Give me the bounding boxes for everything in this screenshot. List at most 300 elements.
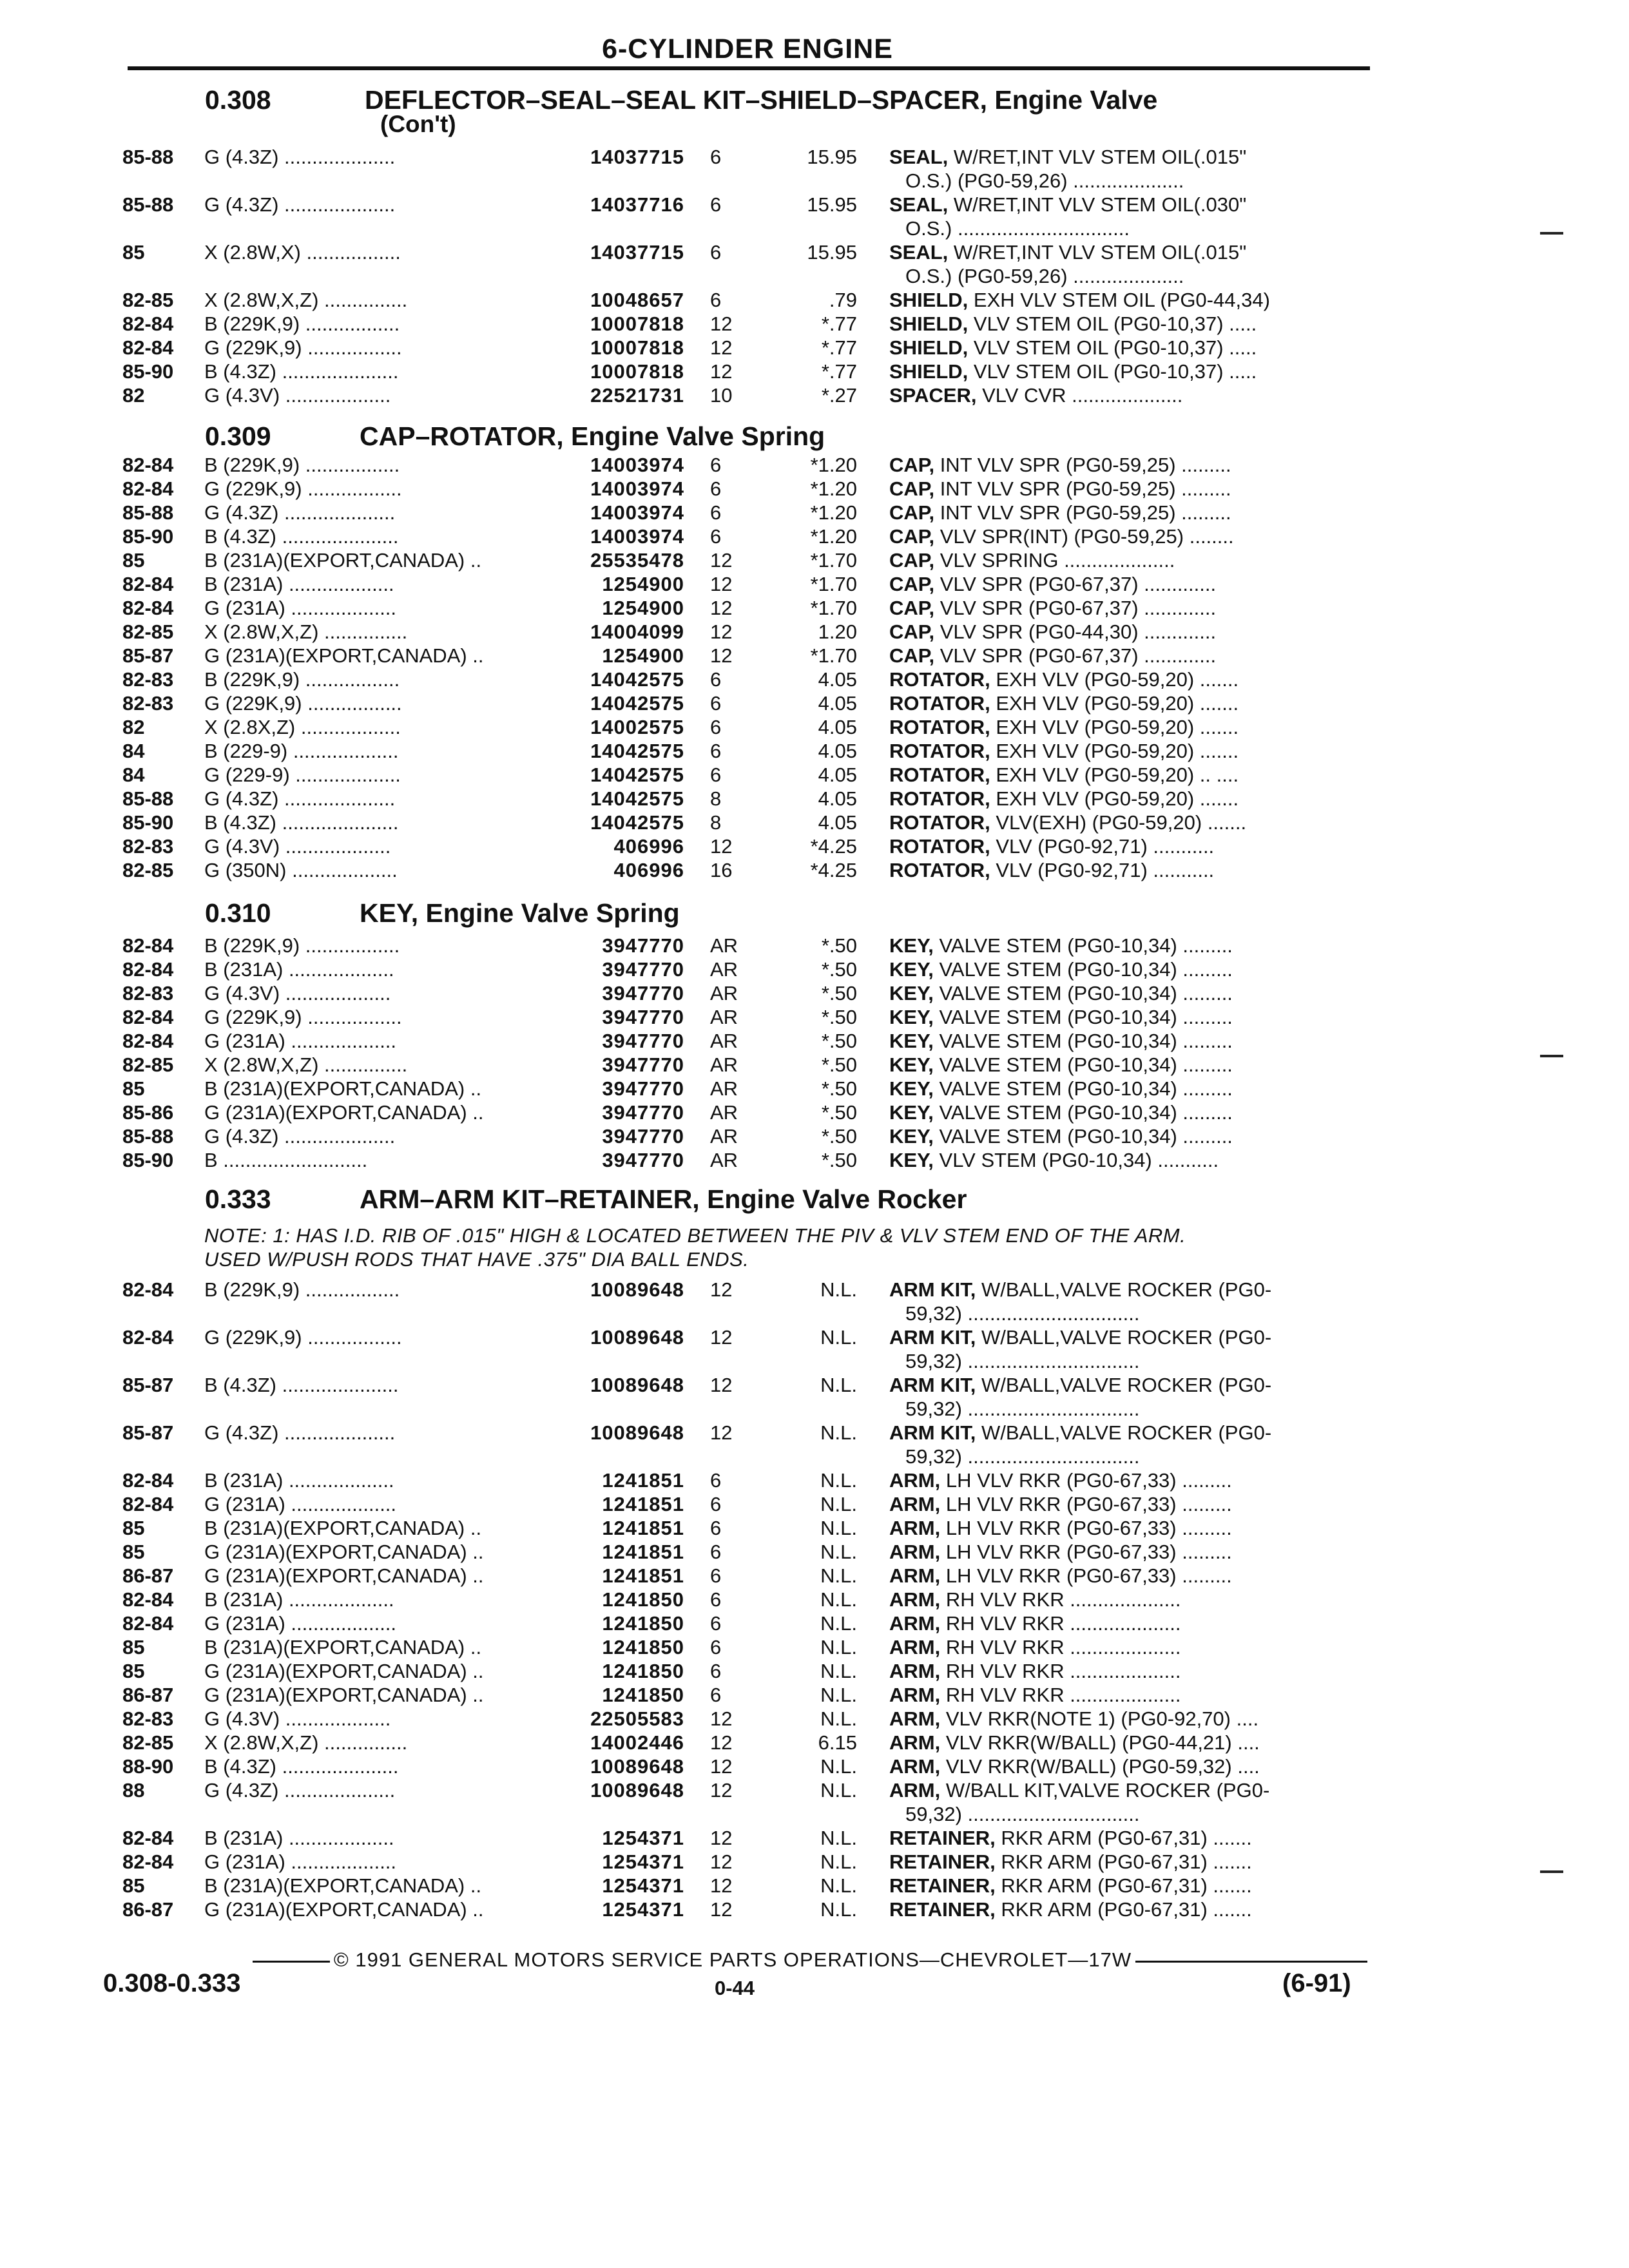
model-years: 85 — [122, 1636, 145, 1658]
description — [889, 384, 1182, 407]
application: G (4.3Z) .................... — [204, 1125, 396, 1148]
footer-date: (6-91) — [1282, 1969, 1351, 1997]
description-noun: ARM, — [889, 1564, 941, 1587]
application: B (231A) ................... — [204, 1469, 394, 1492]
part-number: 1241850 — [602, 1636, 684, 1658]
model-years: 82-83 — [122, 982, 174, 1004]
table-row — [0, 1278, 1629, 1302]
application: B (4.3Z) ..................... — [204, 525, 399, 548]
description-detail: W/BALL,VALVE ROCKER (PG0- — [976, 1278, 1272, 1301]
model-years: 82-83 — [122, 835, 174, 858]
quantity: AR — [710, 934, 738, 957]
application: G (4.3Z) .................... — [204, 146, 396, 168]
part-number: 1241850 — [602, 1588, 684, 1611]
part-number: 1241851 — [602, 1469, 684, 1492]
application: G (4.3V) ................... — [204, 384, 391, 407]
description-noun: ROTATOR, — [889, 740, 990, 762]
table-row — [0, 146, 1629, 169]
description-detail: INT VLV SPR (PG0-59,25) ......... — [934, 477, 1231, 500]
quantity: 12 — [710, 1827, 733, 1849]
description — [889, 1898, 1252, 1921]
description-noun: ARM KIT, — [889, 1278, 976, 1301]
description — [889, 620, 1216, 644]
description-noun: KEY, — [889, 1006, 934, 1028]
application: B (231A)(EXPORT,CANADA) .. — [204, 1517, 482, 1539]
application: G (4.3Z) .................... — [204, 193, 396, 216]
model-years: 82-84 — [122, 958, 174, 981]
model-years: 82-84 — [122, 454, 174, 476]
description-detail: VALVE STEM (PG0-10,34) ......... — [933, 982, 1233, 1004]
model-years: 82-85 — [122, 1053, 174, 1076]
price: 4.05 — [818, 692, 857, 715]
description — [889, 573, 1216, 596]
description-detail: EXH VLV (PG0-59,20) ....... — [990, 716, 1239, 738]
price: *.77 — [821, 312, 857, 335]
description-noun: KEY, — [889, 1101, 934, 1124]
price: *.50 — [821, 1006, 857, 1028]
description — [889, 1612, 1181, 1635]
model-years: 82-84 — [122, 312, 174, 335]
quantity: 12 — [710, 1278, 733, 1301]
price: *.77 — [821, 360, 857, 383]
model-years: 85-87 — [122, 644, 174, 667]
part-number: 1241850 — [602, 1612, 684, 1635]
model-years: 86-87 — [122, 1684, 174, 1706]
quantity: 12 — [710, 1421, 733, 1444]
quantity: 12 — [710, 1707, 733, 1730]
table-row — [0, 193, 1629, 217]
description-detail: VALVE STEM (PG0-10,34) ......... — [933, 1030, 1233, 1052]
model-years: 85-88 — [122, 787, 174, 810]
table-row — [0, 573, 1629, 597]
quantity: AR — [710, 1030, 738, 1052]
part-number: 10089648 — [590, 1278, 684, 1301]
price: *4.25 — [810, 835, 857, 858]
model-years: 86-87 — [122, 1564, 174, 1587]
price: *.77 — [821, 336, 857, 359]
quantity: 6 — [710, 740, 722, 762]
model-years: 82-83 — [122, 1707, 174, 1730]
model-years: 85 — [122, 1541, 145, 1563]
application: B (229K,9) ................. — [204, 454, 400, 476]
description — [889, 958, 1233, 981]
description — [889, 1731, 1260, 1754]
quantity: 6 — [710, 1660, 722, 1682]
application: G (231A) ................... — [204, 1850, 397, 1873]
description-detail: VLV STEM OIL (PG0-10,37) ..... — [968, 360, 1257, 383]
description — [889, 1588, 1181, 1611]
price: 15.95 — [807, 241, 857, 264]
quantity: 12 — [710, 1874, 733, 1897]
quantity: 6 — [710, 525, 722, 548]
description — [889, 1636, 1181, 1659]
description — [889, 1517, 1232, 1540]
model-years: 85 — [122, 1517, 145, 1539]
table-row — [0, 1469, 1629, 1493]
description-detail: VLV SPR (PG0-44,30) ............. — [934, 620, 1217, 643]
application: X (2.8W,X,Z) ............... — [204, 289, 408, 311]
description — [889, 1660, 1181, 1683]
description — [889, 360, 1257, 383]
description-detail: W/BALL KIT,VALVE ROCKER (PG0- — [940, 1779, 1270, 1802]
table-row — [0, 1588, 1629, 1612]
table-row — [0, 1660, 1629, 1684]
description-noun: CAP, — [889, 620, 935, 643]
price: *.27 — [821, 384, 857, 407]
model-years: 82-85 — [122, 1731, 174, 1754]
price: *1.20 — [810, 525, 857, 548]
part-number: 14042575 — [590, 764, 684, 786]
table-row — [0, 241, 1629, 265]
description-detail: INT VLV SPR (PG0-59,25) ......... — [934, 454, 1231, 476]
table-row — [0, 1030, 1629, 1053]
description-noun: SHIELD, — [889, 360, 969, 383]
application: B (229K,9) ................. — [204, 312, 400, 335]
model-years: 85-87 — [122, 1421, 174, 1444]
price: *1.70 — [810, 549, 857, 572]
description-detail: INT VLV SPR (PG0-59,25) ......... — [934, 501, 1231, 524]
description-continuation: 59,32) ............................... — [905, 1803, 1140, 1825]
description-detail: VLV RKR(W/BALL) (PG0-59,32) .... — [940, 1755, 1260, 1778]
price: 15.95 — [807, 146, 857, 168]
price: N.L. — [820, 1588, 857, 1611]
part-number: 10007818 — [590, 336, 684, 359]
model-years: 85 — [122, 241, 145, 264]
part-number: 10089648 — [590, 1421, 684, 1444]
table-row — [0, 1077, 1629, 1101]
description-noun: CAP, — [889, 501, 935, 524]
model-years: 82-83 — [122, 692, 174, 715]
quantity: AR — [710, 1077, 738, 1100]
price: N.L. — [820, 1684, 857, 1706]
description-noun: ARM, — [889, 1493, 941, 1515]
quantity: 12 — [710, 336, 733, 359]
part-number: 14003974 — [590, 501, 684, 524]
part-number: 10089648 — [590, 1779, 684, 1802]
description-noun: KEY, — [889, 1125, 934, 1148]
model-years: 82-84 — [122, 1469, 174, 1492]
price: *4.25 — [810, 859, 857, 881]
description — [889, 787, 1239, 811]
description-noun: CAP, — [889, 454, 935, 476]
description — [889, 982, 1233, 1005]
description — [889, 1030, 1233, 1053]
description — [889, 477, 1231, 501]
table-row — [0, 620, 1629, 644]
part-number: 3947770 — [602, 1030, 684, 1052]
application: B (4.3Z) ..................... — [204, 1755, 399, 1778]
part-number: 14042575 — [590, 692, 684, 715]
table-row — [0, 1684, 1629, 1707]
part-number: 3947770 — [602, 1101, 684, 1124]
part-number: 10007818 — [590, 312, 684, 335]
table-row — [0, 1421, 1629, 1445]
description-noun: ROTATOR, — [889, 811, 990, 834]
model-years: 85-88 — [122, 193, 174, 216]
description — [889, 811, 1246, 834]
model-years: 85-90 — [122, 360, 174, 383]
description — [889, 549, 1175, 572]
description-noun: ROTATOR, — [889, 692, 990, 715]
application: G (231A)(EXPORT,CANADA) .. — [204, 1684, 484, 1706]
description-detail: VLV SPR(INT) (PG0-59,25) ........ — [934, 525, 1234, 548]
description — [889, 1469, 1232, 1492]
price: *.50 — [821, 1053, 857, 1076]
table-row — [0, 1149, 1629, 1173]
price: 6.15 — [818, 1731, 857, 1754]
price: N.L. — [820, 1493, 857, 1515]
quantity: 12 — [710, 1755, 733, 1778]
part-number: 14002575 — [590, 716, 684, 738]
description-detail: VALVE STEM (PG0-10,34) ......... — [933, 958, 1233, 981]
model-years: 84 — [122, 764, 145, 786]
price: 15.95 — [807, 193, 857, 216]
model-years: 82-84 — [122, 477, 174, 500]
part-number: 10089648 — [590, 1374, 684, 1396]
description — [889, 241, 1246, 264]
application: B (4.3Z) ..................... — [204, 1374, 399, 1396]
part-number: 1254900 — [602, 573, 684, 595]
application: G (231A)(EXPORT,CANADA) .. — [204, 1898, 484, 1921]
quantity: AR — [710, 982, 738, 1004]
part-number: 1254371 — [602, 1850, 684, 1873]
description — [889, 336, 1257, 360]
description-detail: W/BALL,VALVE ROCKER (PG0- — [976, 1374, 1272, 1396]
quantity: AR — [710, 958, 738, 981]
application: B (231A)(EXPORT,CANADA) .. — [204, 1077, 482, 1100]
description-noun: ARM, — [889, 1469, 941, 1492]
footer-section-range: 0.308-0.333 — [103, 1969, 241, 1997]
price: N.L. — [820, 1707, 857, 1730]
table-row — [0, 835, 1629, 859]
quantity: 12 — [710, 1779, 733, 1802]
model-years: 82 — [122, 716, 145, 738]
description-detail: VLV SPRING .................... — [934, 549, 1175, 572]
price: N.L. — [820, 1278, 857, 1301]
quantity: 10 — [710, 384, 733, 407]
application: G (4.3V) ................... — [204, 1707, 391, 1730]
description-detail: EXH VLV STEM OIL (PG0-44,34) — [968, 289, 1270, 311]
table-row — [0, 1874, 1629, 1898]
table-row — [0, 1898, 1629, 1922]
description — [889, 146, 1246, 169]
footer-copyright: © 1991 GENERAL MOTORS SERVICE PARTS OPERATIONS—CHEVROLET—17W — [333, 1948, 1132, 1971]
price: N.L. — [820, 1660, 857, 1682]
description-noun: ROTATOR, — [889, 859, 990, 881]
description-detail: RH VLV RKR .................... — [940, 1636, 1181, 1658]
quantity: 6 — [710, 241, 722, 264]
description — [889, 1125, 1233, 1148]
description — [889, 1874, 1252, 1898]
price: 4.05 — [818, 811, 857, 834]
table-row — [0, 454, 1629, 477]
description-detail: W/RET,INT VLV STEM OIL(.015" — [948, 146, 1247, 168]
description — [889, 1564, 1232, 1588]
description-detail: LH VLV RKR (PG0-67,33) ......... — [940, 1469, 1232, 1492]
quantity: 8 — [710, 787, 722, 810]
table-row — [0, 787, 1629, 811]
table-row — [0, 1707, 1629, 1731]
description-noun: CAP, — [889, 644, 935, 667]
quantity: 12 — [710, 835, 733, 858]
description-detail: EXH VLV (PG0-59,20) .. .... — [990, 764, 1239, 786]
part-number: 3947770 — [602, 1006, 684, 1028]
part-number: 1241850 — [602, 1660, 684, 1682]
quantity: AR — [710, 1006, 738, 1028]
table-row — [0, 982, 1629, 1006]
quantity: 12 — [710, 360, 733, 383]
model-years: 85-90 — [122, 525, 174, 548]
description-noun: SEAL, — [889, 241, 949, 264]
application: X (2.8W,X,Z) ............... — [204, 1731, 408, 1754]
table-row — [0, 1125, 1629, 1149]
description-continuation: 59,32) ............................... — [905, 1445, 1140, 1468]
description-noun: ROTATOR, — [889, 787, 990, 810]
quantity: 12 — [710, 573, 733, 595]
price: N.L. — [820, 1636, 857, 1658]
description — [889, 1827, 1252, 1850]
description-noun: ARM, — [889, 1612, 941, 1635]
description-detail: EXH VLV (PG0-59,20) ....... — [990, 740, 1239, 762]
description-detail: LH VLV RKR (PG0-67,33) ......... — [940, 1541, 1232, 1563]
section-title: ARM–ARM KIT–RETAINER, Engine Valve Rocker — [360, 1184, 967, 1214]
quantity: 6 — [710, 1564, 722, 1587]
application: B (231A)(EXPORT,CANADA) .. — [204, 1636, 482, 1658]
section-number: 0.308 — [205, 85, 271, 115]
model-years: 85-90 — [122, 811, 174, 834]
table-row — [0, 1493, 1629, 1517]
application: G (4.3Z) .................... — [204, 501, 396, 524]
price: N.L. — [820, 1612, 857, 1635]
margin-mark — [1540, 1870, 1563, 1873]
part-number: 1254900 — [602, 644, 684, 667]
quantity: 6 — [710, 454, 722, 476]
application: X (2.8X,Z) .................. — [204, 716, 401, 738]
table-row — [0, 1755, 1629, 1779]
table-row — [0, 336, 1629, 360]
table-row — [0, 384, 1629, 408]
price: N.L. — [820, 1541, 857, 1563]
price: 4.05 — [818, 764, 857, 786]
description-detail: RH VLV RKR .................... — [940, 1612, 1181, 1635]
price: N.L. — [820, 1874, 857, 1897]
section-number: 0.309 — [205, 421, 271, 451]
quantity: 6 — [710, 1636, 722, 1658]
quantity: 12 — [710, 549, 733, 572]
part-number: 1241851 — [602, 1517, 684, 1539]
description-noun: KEY, — [889, 958, 934, 981]
description-detail: RH VLV RKR .................... — [940, 1588, 1181, 1611]
application: B (231A) ................... — [204, 1588, 394, 1611]
description-detail: VLV SPR (PG0-67,37) ............. — [934, 597, 1217, 619]
price: *1.20 — [810, 477, 857, 500]
table-row — [0, 1850, 1629, 1874]
model-years: 82-84 — [122, 1278, 174, 1301]
application: G (229K,9) ................. — [204, 477, 402, 500]
application: G (229K,9) ................. — [204, 692, 402, 715]
application: G (4.3Z) .................... — [204, 787, 396, 810]
description-noun: KEY, — [889, 1149, 934, 1171]
price: *.50 — [821, 1125, 857, 1148]
model-years: 88 — [122, 1779, 145, 1802]
quantity: 8 — [710, 811, 722, 834]
part-number: 14042575 — [590, 811, 684, 834]
quantity: 6 — [710, 1493, 722, 1515]
application: X (2.8W,X,Z) ............... — [204, 620, 408, 643]
part-number: 14003974 — [590, 525, 684, 548]
price: 1.20 — [818, 620, 857, 643]
description — [889, 1278, 1271, 1302]
price: 4.05 — [818, 668, 857, 691]
table-row — [0, 692, 1629, 716]
price: N.L. — [820, 1850, 857, 1873]
price: *.50 — [821, 1101, 857, 1124]
description-detail: RH VLV RKR .................... — [940, 1684, 1181, 1706]
table-row — [0, 501, 1629, 525]
description-noun: RETAINER, — [889, 1850, 996, 1873]
part-number: 3947770 — [602, 958, 684, 981]
description — [889, 1149, 1219, 1172]
part-number: 14003974 — [590, 454, 684, 476]
application: G (229K,9) ................. — [204, 1006, 402, 1028]
table-row — [0, 1374, 1629, 1398]
price: *.50 — [821, 1030, 857, 1052]
price: *.50 — [821, 1149, 857, 1171]
description — [889, 1684, 1181, 1707]
model-years: 82-84 — [122, 1030, 174, 1052]
table-row — [0, 1612, 1629, 1636]
description — [889, 1421, 1271, 1445]
table-row — [0, 1053, 1629, 1077]
part-number: 14004099 — [590, 620, 684, 643]
quantity: 6 — [710, 477, 722, 500]
description-noun: RETAINER, — [889, 1827, 996, 1849]
description-noun: SEAL, — [889, 193, 949, 216]
model-years: 82-84 — [122, 597, 174, 619]
application: B (229K,9) ................. — [204, 934, 400, 957]
description-noun: KEY, — [889, 982, 934, 1004]
quantity: AR — [710, 1125, 738, 1148]
table-row — [0, 360, 1629, 384]
description-noun: KEY, — [889, 934, 934, 957]
description-detail: RH VLV RKR .................... — [940, 1660, 1181, 1682]
margin-mark — [1540, 1055, 1563, 1057]
application: B (4.3Z) ..................... — [204, 360, 399, 383]
part-number: 406996 — [613, 835, 684, 858]
description-noun: SHIELD, — [889, 289, 969, 311]
description-continuation: O.S.) ............................... — [905, 217, 1130, 240]
table-row — [0, 811, 1629, 835]
table-row-continuation — [0, 217, 1629, 241]
section-number: 0.310 — [205, 898, 271, 928]
description-detail: VLV STEM OIL (PG0-10,37) ..... — [968, 312, 1257, 335]
part-number: 14037715 — [590, 241, 684, 264]
margin-mark — [1540, 232, 1563, 235]
quantity: AR — [710, 1149, 738, 1171]
price: *1.70 — [810, 573, 857, 595]
description-noun: SHIELD, — [889, 312, 969, 335]
description — [889, 1006, 1233, 1029]
part-number: 1254371 — [602, 1827, 684, 1849]
table-row — [0, 1827, 1629, 1850]
description-detail: W/RET,INT VLV STEM OIL(.015" — [948, 241, 1247, 264]
application: B (231A)(EXPORT,CANADA) .. — [204, 1874, 482, 1897]
table-row — [0, 1731, 1629, 1755]
table-row — [0, 934, 1629, 958]
description — [889, 1779, 1269, 1802]
part-number: 3947770 — [602, 1125, 684, 1148]
application: G (4.3Z) .................... — [204, 1421, 396, 1444]
